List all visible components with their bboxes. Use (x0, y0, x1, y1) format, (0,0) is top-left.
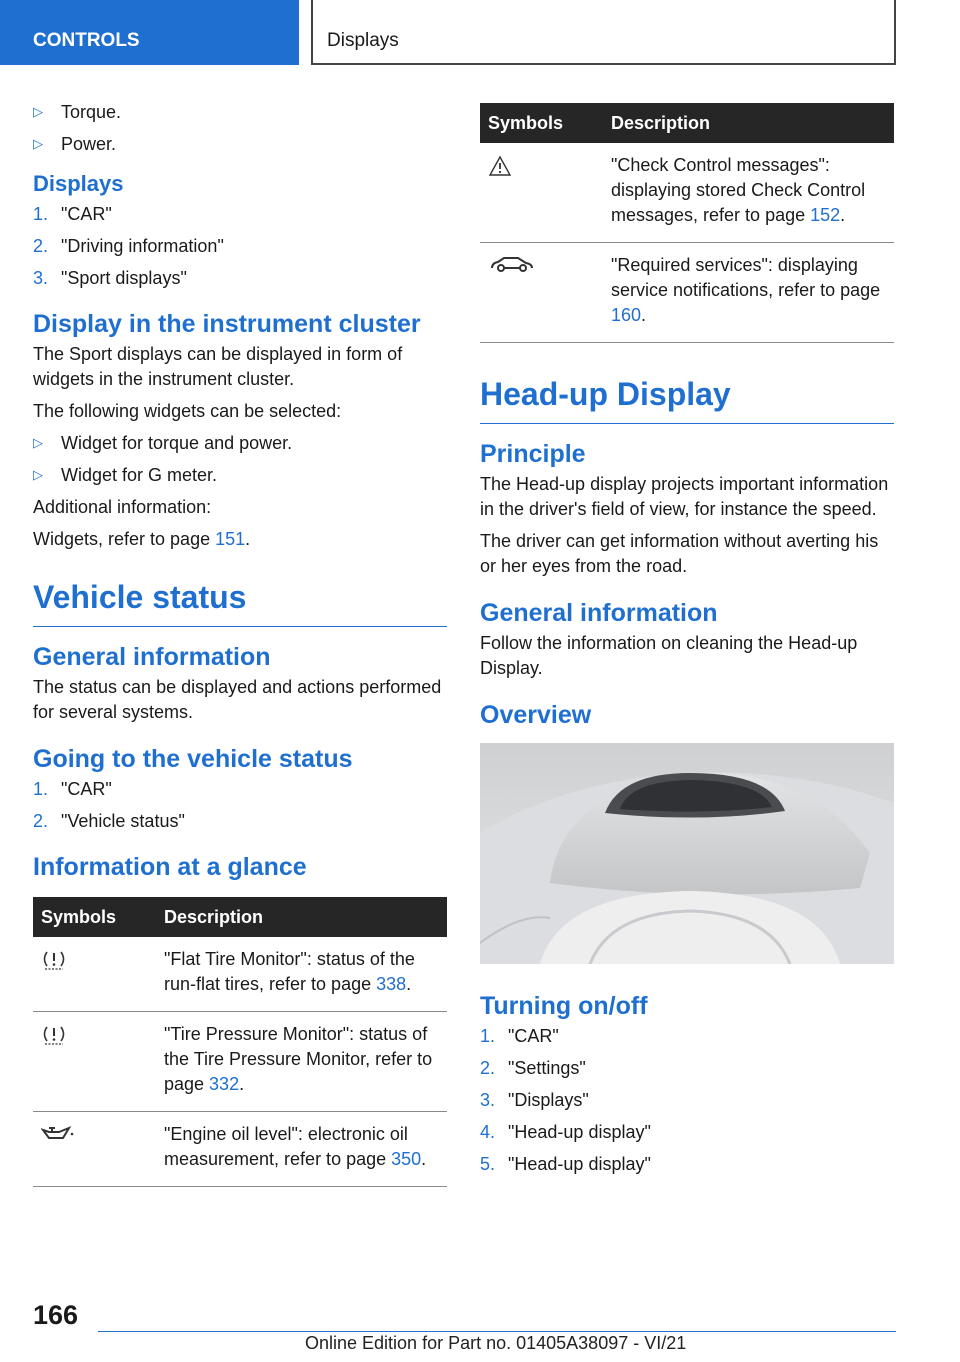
step-item: 1. "CAR" (480, 1026, 559, 1046)
tire-warning-icon (41, 949, 67, 971)
paragraph: Follow the information on cleaning the Head-up Display. (480, 633, 858, 678)
general-info-heading: General information (480, 599, 718, 627)
step-item: 2. "Settings" (480, 1058, 586, 1078)
list-item: ▷ Torque. (33, 102, 122, 122)
turning-heading: Turning on/off (480, 992, 648, 1020)
column-header: Description (603, 103, 894, 143)
cluster-heading: Display in the instrument cluster (33, 310, 421, 338)
column-header: Symbols (33, 897, 156, 937)
right-column (480, 89, 894, 1184)
glance-heading: Information at a glance (33, 853, 307, 881)
table-row: "Engine oil level": electronic oil measurement, refer to page 350. (33, 1112, 447, 1187)
step-item: 5. "Head-up display" (480, 1154, 651, 1174)
footer-divider (98, 1331, 896, 1332)
step-item: 1. "CAR" (33, 779, 112, 799)
warning-triangle-icon (488, 155, 512, 177)
tire-pressure-icon (41, 1024, 67, 1046)
vehicle-status-heading: Vehicle status (33, 576, 447, 627)
page-link[interactable]: 332 (209, 1074, 240, 1094)
table-row: "Flat Tire Monitor": status of the run-flat tires, refer to page 338. (33, 937, 447, 1012)
page-link[interactable]: 151 (215, 529, 246, 549)
paragraph: The driver can get information without averting his or her eyes from the road. (480, 531, 879, 576)
section-label: CONTROLS (33, 30, 140, 51)
triangle-bullet-icon: ▷ (33, 467, 43, 482)
table-row: "Tire Pressure Monitor": status of the Tire Pressure Monitor, refer to page 332. (33, 1012, 447, 1112)
hud-heading: Head-up Display (480, 373, 894, 424)
step-item: 3. "Sport displays" (33, 268, 187, 288)
oil-can-icon (41, 1124, 75, 1144)
list-item: ▷ Power. (33, 134, 117, 154)
left-column (33, 100, 447, 1187)
page-link[interactable]: 350 (391, 1149, 422, 1169)
column-header: Symbols (480, 103, 603, 143)
page-link[interactable]: 338 (376, 974, 407, 994)
general-info-heading: General information (33, 643, 271, 671)
list-item: ▷ Widget for torque and power. (33, 433, 293, 453)
paragraph: The status can be displayed and actions performed for several systems. (33, 677, 442, 722)
page-number: 166 (33, 1300, 79, 1330)
hud-photo (480, 743, 894, 964)
paragraph: The following widgets can be selected: (33, 401, 342, 421)
overview-heading: Overview (480, 701, 592, 729)
paragraph: The Sport displays can be displayed in form of widgets in the instrument cluster. (33, 344, 403, 389)
step-item: 3. "Displays" (480, 1090, 589, 1110)
step-item: 1. "CAR" (33, 204, 112, 224)
edition-text: Online Edition for Part no. 01405A38097 - VI/21 (305, 1333, 687, 1353)
table-row: "Required services": displaying service notifications, refer to page 160. (480, 243, 894, 343)
triangle-bullet-icon: ▷ (33, 136, 43, 151)
displays-heading: Displays (33, 171, 124, 196)
principle-heading: Principle (480, 440, 586, 468)
car-service-icon (488, 255, 536, 275)
page-link[interactable]: 160 (611, 305, 642, 325)
table-row: "Check Control messages": displaying stored Check Control messages, refer to page 152. (480, 143, 894, 243)
step-item: 4. "Head-up display" (480, 1122, 651, 1142)
going-heading: Going to the vehicle status (33, 745, 353, 773)
page-link[interactable]: 152 (810, 205, 841, 225)
paragraph: Widgets, refer to page 151. (33, 529, 251, 549)
paragraph: Additional information: (33, 497, 212, 517)
triangle-bullet-icon: ▷ (33, 104, 43, 119)
column-header: Description (156, 897, 447, 937)
chapter-tab (311, 0, 896, 65)
step-item: 2. "Driving information" (33, 236, 224, 256)
symbols-table (33, 897, 447, 1187)
chapter-label: Displays (327, 30, 399, 51)
step-item: 2. "Vehicle status" (33, 811, 185, 831)
list-item: ▷ Widget for G meter. (33, 465, 218, 485)
symbols-table (480, 103, 894, 343)
section-tab (0, 0, 299, 65)
paragraph: The Head-up display projects important information in the driver's field of view, for instance the speed. (480, 474, 889, 519)
triangle-bullet-icon: ▷ (33, 435, 43, 450)
